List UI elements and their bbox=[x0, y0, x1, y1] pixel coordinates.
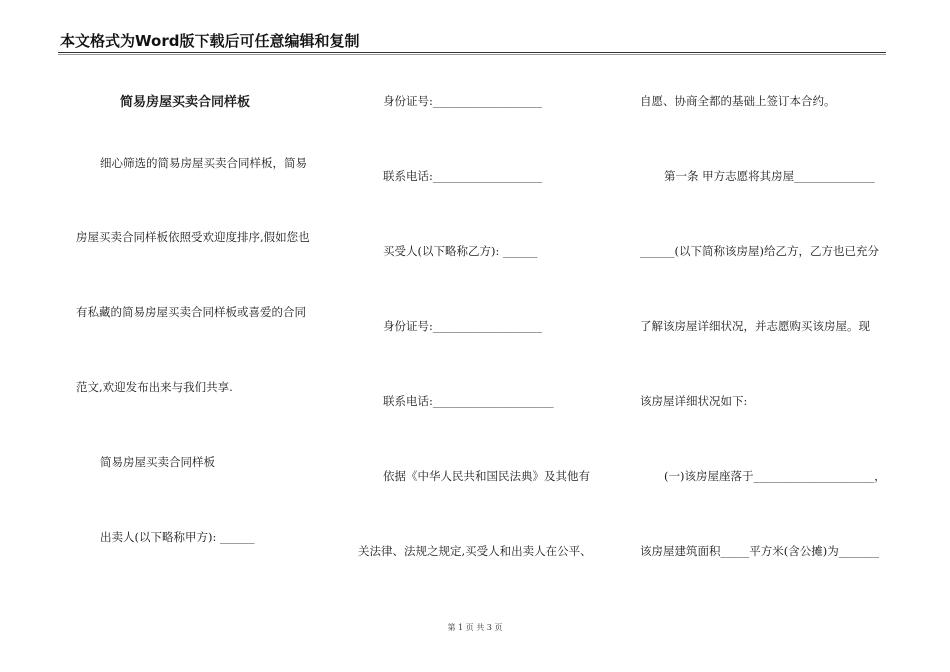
left-text-line: 房屋买卖合同样板依照受欢迎度排序,假如您也 bbox=[76, 230, 310, 244]
right-text-line: 该房屋详细状况如下: bbox=[640, 394, 748, 408]
right-text-line: 该房屋建筑面积_____平方米(含公摊)为_______ bbox=[640, 544, 879, 558]
document-title: 简易房屋买卖合同样板 bbox=[120, 95, 251, 110]
left-text-line: 简易房屋买卖合同样板 bbox=[100, 455, 215, 469]
middle-text-line: 关法律、法规之规定,买受人和出卖人在公平、 bbox=[358, 544, 592, 558]
right-text-line: ______(以下简称该房屋)给乙方，乙方也已充分 bbox=[640, 244, 879, 258]
page-number: 第 1 页 共 3 页 bbox=[447, 623, 503, 632]
middle-text-line: 联系电话:___________________ bbox=[383, 169, 543, 183]
middle-text-line: 身份证号:___________________ bbox=[383, 319, 543, 333]
left-text-line: 有私藏的简易房屋买卖合同样板或喜爱的合同 bbox=[76, 305, 306, 319]
middle-text-line: 联系电话:_____________________ bbox=[383, 394, 554, 408]
right-text-line: 第一条 甲方志愿将其房屋______________ bbox=[664, 169, 875, 183]
right-text-line: (一)该房屋座落于_____________________， bbox=[664, 469, 886, 483]
left-text-line: 范文,欢迎发布出来与我们共享. bbox=[76, 380, 233, 394]
left-text-line: 细心筛选的简易房屋买卖合同样板，简易 bbox=[100, 156, 307, 170]
header-divider-secondary bbox=[58, 54, 886, 55]
middle-text-line: 买受人(以下略称乙方): ______ bbox=[383, 244, 538, 258]
right-text-line: 了解该房屋详细状况，并志愿购买该房屋。现 bbox=[640, 319, 870, 333]
header-divider bbox=[58, 52, 886, 53]
page-header-title: 本文格式为Word版下载后可任意编辑和复制 bbox=[60, 32, 360, 50]
right-text-line: 自愿、协商全都的基础上签订本合约。 bbox=[640, 94, 836, 108]
middle-text-line: 依据《中华人民共和国民法典》及其他有 bbox=[383, 469, 590, 483]
left-text-line: 出卖人(以下略称甲方): ______ bbox=[100, 530, 255, 544]
middle-text-line: 身份证号:___________________ bbox=[383, 94, 543, 108]
